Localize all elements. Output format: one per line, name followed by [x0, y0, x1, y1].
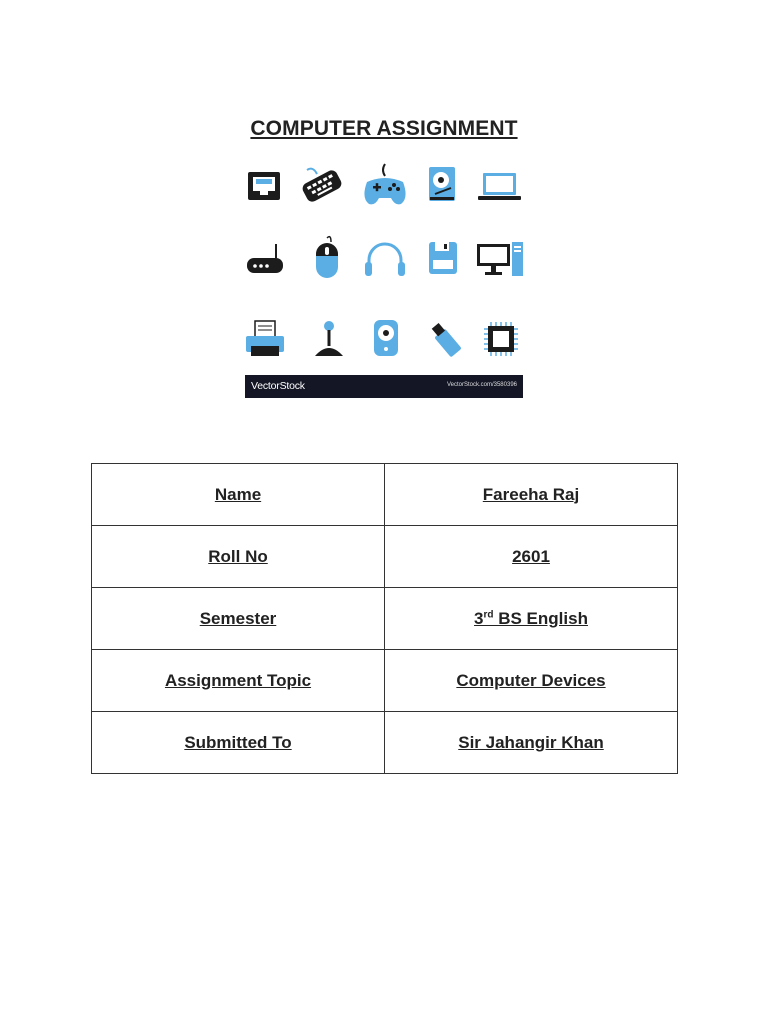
hard-drive-icon [429, 167, 455, 201]
speaker-icon [374, 320, 398, 356]
row-label: Submitted To [92, 712, 385, 774]
router-icon [247, 244, 283, 273]
usb-drive-icon [432, 323, 462, 358]
cpu-chip-icon [484, 322, 518, 356]
watermark-banner [245, 375, 523, 398]
table-row [92, 712, 678, 774]
ethernet-port-icon [248, 172, 280, 200]
row-value: Sir Jahangir Khan [385, 712, 678, 774]
semester-number: 3 [474, 608, 484, 628]
gamepad-icon [364, 164, 405, 204]
page-title: COMPUTER ASSIGNMENT [250, 117, 518, 140]
table-row [92, 464, 678, 526]
watermark-url: VectorStock.com/3580396 [446, 382, 517, 388]
row-label: Name [92, 464, 385, 526]
semester-program: BS English [493, 608, 588, 628]
row-value [385, 588, 678, 650]
watermark-brand: VectorStock [251, 380, 305, 392]
row-label: Semester [92, 588, 385, 650]
student-info-table [91, 463, 678, 774]
keyboard-icon [301, 168, 344, 203]
computer-devices-illustration [245, 160, 523, 398]
ordinal-suffix: rd [483, 608, 494, 620]
table-row [92, 650, 678, 712]
joystick-icon [315, 321, 343, 356]
laptop-icon [478, 173, 521, 200]
row-label: Roll No [92, 526, 385, 588]
table-row [92, 526, 678, 588]
floppy-disk-icon [429, 242, 457, 274]
row-label: Assignment Topic [92, 650, 385, 712]
row-value: Computer Devices [385, 650, 678, 712]
row-value: 2601 [385, 526, 678, 588]
desktop-computer-icon [477, 242, 523, 276]
table-row [92, 588, 678, 650]
headphones-icon [365, 244, 405, 276]
printer-icon [246, 321, 284, 356]
row-value: Fareeha Raj [385, 464, 678, 526]
mouse-icon [316, 237, 338, 278]
